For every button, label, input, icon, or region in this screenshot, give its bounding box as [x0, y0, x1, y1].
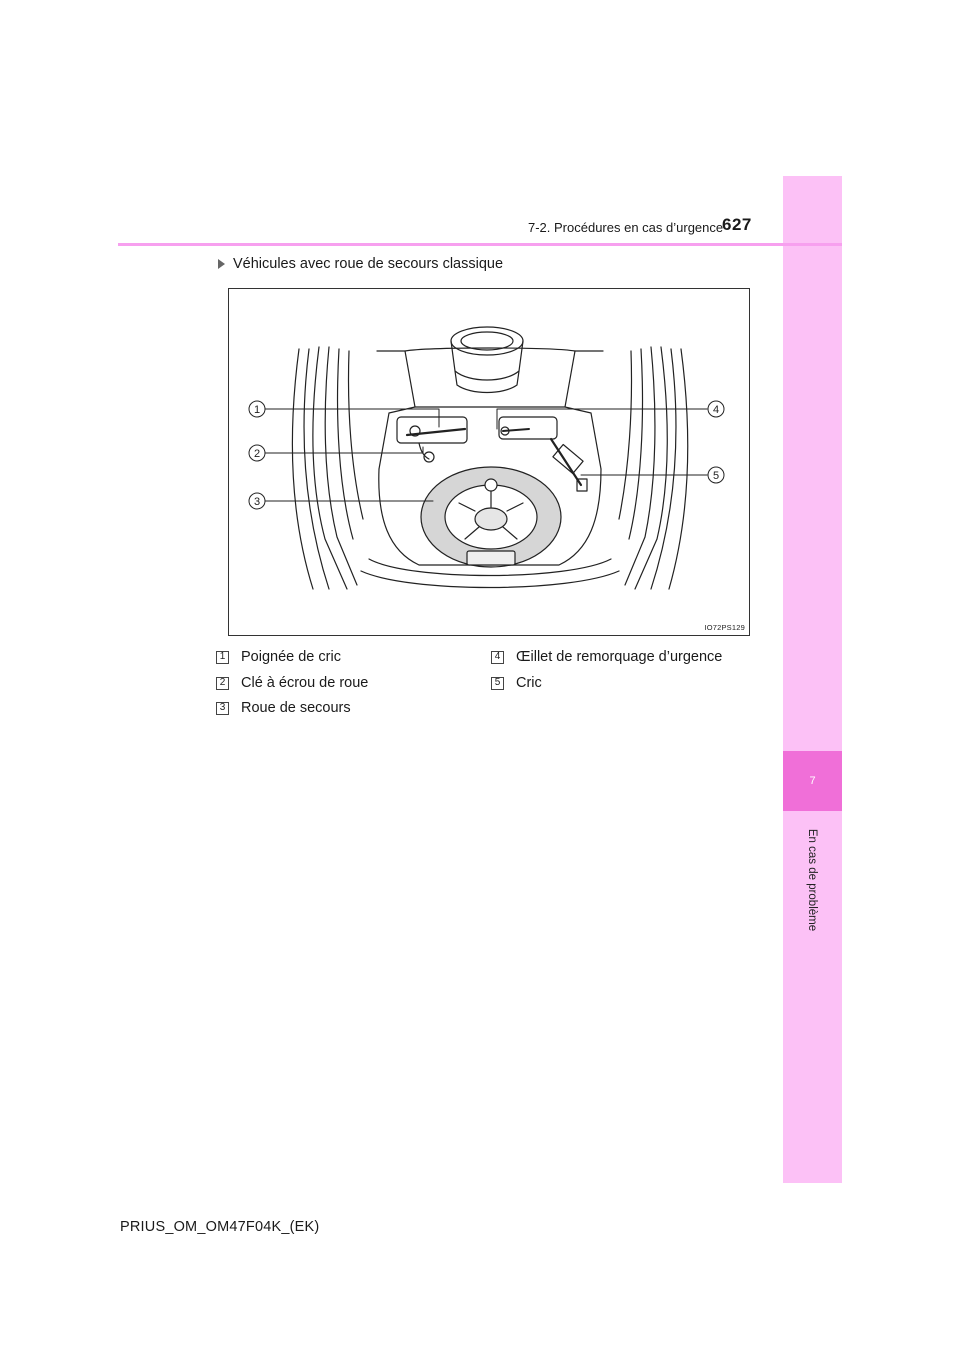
figure-code: IO72PS129: [704, 623, 745, 632]
legend-number-badge: 1: [216, 651, 229, 664]
trunk-drawing: [229, 289, 749, 635]
legend-item-jack: [491, 675, 542, 691]
seatback-top: [377, 351, 603, 407]
left-fender-edge: [292, 349, 313, 589]
right-wall: [565, 407, 601, 469]
callout-label-4: 4: [712, 404, 720, 416]
legend-item-spare-tire: [216, 700, 351, 716]
legend-label: Cric: [516, 675, 542, 691]
hold-down-nut: [485, 479, 497, 491]
callout-label-2: 2: [253, 448, 261, 460]
left-outer-edge: [304, 349, 329, 589]
header-rule: [118, 243, 842, 246]
jack-handle: [407, 429, 465, 435]
speaker-inner: [461, 332, 513, 350]
legend-number-badge: 3: [216, 702, 229, 715]
document-footer-code: PRIUS_OM_OM47F04K_(EK): [120, 1219, 320, 1235]
legend-number-badge: 4: [491, 651, 504, 664]
right-fender-edge: [669, 349, 688, 589]
legend-item-jack-handle: [216, 649, 341, 665]
legend-item-towing-eye: [491, 649, 722, 665]
callout-label-5: 5: [712, 470, 720, 482]
legend-label: Poignée de cric: [241, 649, 341, 665]
jack-screw: [551, 439, 581, 485]
subheading: [218, 256, 503, 272]
towing-eye-shaft: [503, 429, 529, 431]
chapter-side-tab: [783, 176, 842, 1183]
right-outer-edge: [651, 349, 676, 589]
trunk-illustration: [228, 288, 750, 636]
chapter-number-badge: [783, 751, 842, 811]
legend-label: Œillet de remorquage d’urgence: [516, 649, 723, 665]
chapter-number: 7: [809, 775, 816, 787]
callout-label-1: 1: [253, 404, 261, 416]
bullet-triangle-icon: [218, 259, 225, 269]
chapter-label: En cas de problème: [806, 828, 818, 932]
tire-cover-tab: [467, 551, 515, 565]
legend-item-wheel-wrench: [216, 675, 368, 691]
left-body-outline: [313, 347, 347, 589]
speaker-body: [451, 341, 523, 380]
subheading-text: Véhicules avec roue de secours classique: [233, 256, 504, 272]
wheel-hub: [475, 508, 507, 530]
speaker-rim: [451, 327, 523, 355]
legend-number-badge: 5: [491, 677, 504, 690]
callout-label-3: 3: [253, 496, 261, 508]
speaker-base: [455, 371, 519, 393]
legend-label: Clé à écrou de roue: [241, 675, 369, 691]
section-title: 7-2. Procédures en cas d’urgence: [528, 220, 724, 235]
callout-line-2: [265, 447, 423, 453]
right-trim-line: [619, 351, 632, 519]
callout-line-1: [265, 409, 439, 427]
bumper-lip: [361, 571, 619, 588]
page-number: 627: [722, 215, 752, 234]
legend-number-badge: 2: [216, 677, 229, 690]
legend-label: Roue de secours: [241, 700, 351, 716]
left-trim-line: [349, 351, 363, 519]
